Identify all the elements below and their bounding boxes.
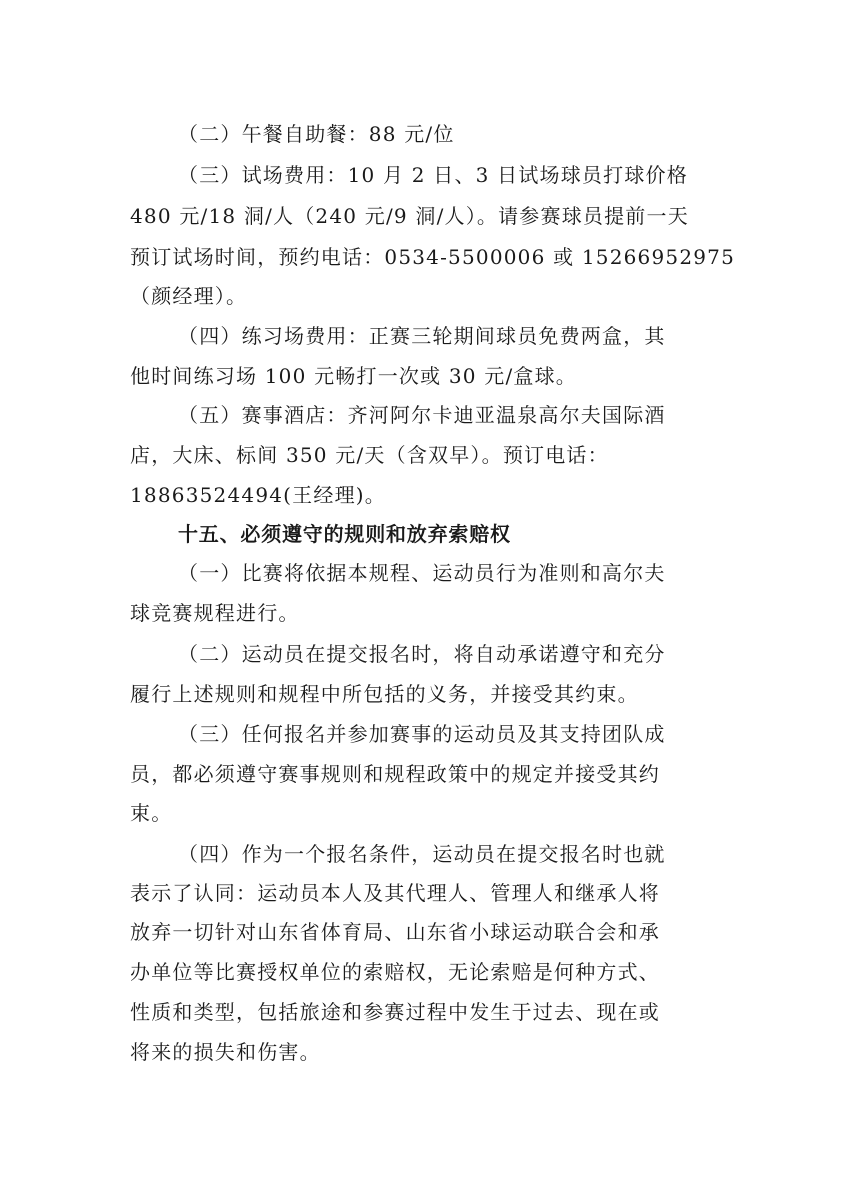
rules-line: 球竞赛规程进行。 (130, 601, 300, 625)
hotel-item: （五）赛事酒店：齐河阿尔卡迪亚温泉高尔夫国际酒 (178, 403, 666, 427)
rules-item-1: （一）比赛将依据本规程、运动员行为准则和高尔夫 (178, 561, 666, 585)
rules-item-4: （四）作为一个报名条件，运动员在提交报名时也就 (178, 842, 666, 866)
rules-line: 表示了认同：运动员本人及其代理人、管理人和继承人将 (130, 881, 660, 905)
trial-fee-item: （三）试场费用：10 月 2 日、3 日试场球员打球价格 (178, 163, 688, 187)
lunch-item: （二）午餐自助餐：88 元/位 (178, 122, 455, 146)
practice-fee-line: 他时间练习场 100 元畅打一次或 30 元/盒球。 (130, 364, 577, 388)
trial-fee-line: （颜经理）。 (130, 284, 248, 308)
rules-line: 办单位等比赛授权单位的索赔权，无论索赔是何种方式、 (130, 960, 660, 984)
rules-line: 员，都必须遵守赛事规则和规程政策中的规定并接受其约 (130, 762, 660, 786)
rules-line: 束。 (130, 801, 173, 825)
rules-item-3: （三）任何报名并参加赛事的运动员及其支持团队成 (178, 722, 666, 746)
rules-line: 将来的损失和伤害。 (130, 1040, 321, 1064)
trial-fee-line: 480 元/18 洞/人（240 元/9 洞/人）。请参赛球员提前一天 (130, 204, 689, 228)
section-heading: 十五、必须遵守的规则和放弃索赔权 (178, 522, 511, 546)
rules-line: 放弃一切针对山东省体育局、山东省小球运动联合会和承 (130, 920, 660, 944)
rules-line: 性质和类型，包括旅途和参赛过程中发生于过去、现在或 (130, 1000, 660, 1024)
hotel-line: 18863524494(王经理)。 (130, 483, 386, 507)
trial-fee-line: 预订试场时间，预约电话：0534-5500006 或 15266952975 (130, 245, 736, 269)
hotel-line: 店，大床、标间 350 元/天（含双早）。预订电话： (130, 443, 609, 467)
rules-item-2: （二）运动员在提交报名时，将自动承诺遵守和充分 (178, 642, 666, 666)
practice-fee-item: （四）练习场费用：正赛三轮期间球员免费两盒，其 (178, 324, 666, 348)
rules-line: 履行上述规则和规程中所包括的义务，并接受其约束。 (130, 682, 639, 706)
